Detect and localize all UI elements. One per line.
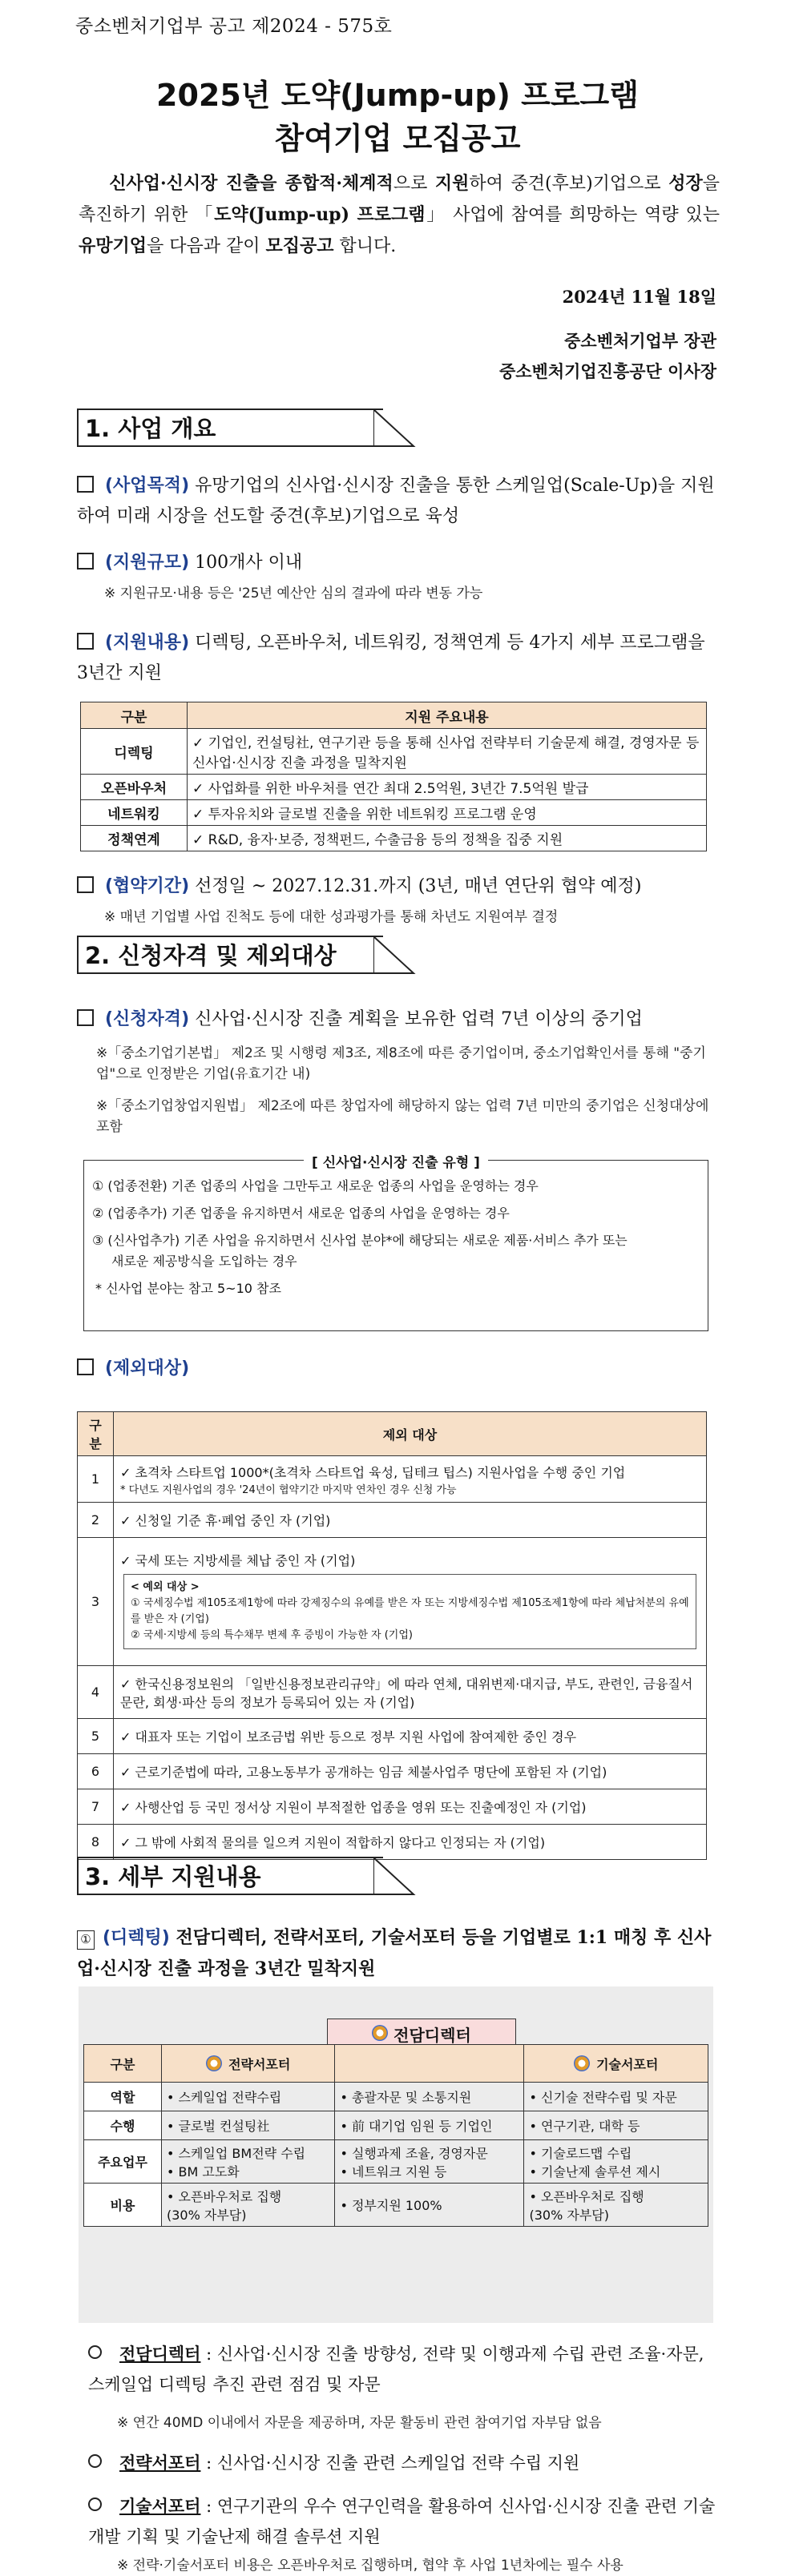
notice-title-line1: 2025년 도약(Jump-up) 프로그램 <box>156 78 639 113</box>
table-row: 역할 • 스케일업 전략수립 • 총괄자문 및 소통지원 • 신기술 전략수립 및 자문 <box>84 2083 708 2111</box>
directing-item: ① (디렉팅) 전담디렉터, 전략서포터, 기술서포터 등을 기업별로 1:1 매칭 후 신사업·신시장 진출 과정을 3년간 밀착지원 <box>77 1927 712 1979</box>
circle-bullet-icon <box>88 2345 102 2359</box>
table-row: 디렉팅 ✓ 기업인, 컨설팅社, 연구기관 등을 통해 신사업 전략부터 기술문제 해결, 경영자문 등 신사업·신시장 진출 과정을 밀착지원 <box>81 729 707 775</box>
table-row: 2 ✓ 신청일 기준 휴·폐업 중인 자 (기업) <box>78 1503 707 1538</box>
tech-note: ※ 전략·기술서포터 비용은 오픈바우처로 집행하며, 협약 후 사업 1년차에는 필수 사용 <box>117 2558 623 2574</box>
section-1-heading: 1. 사업 개요 <box>77 409 216 445</box>
eligibility-note-2: ※「중소기업창업지원법」 제2조에 따른 창업자에 해당하지 않는 업력 7년 미만의 중기업은 신청대상에 포함 <box>96 1098 709 1135</box>
period-item: (협약기간) 선정일 ~ 2027.12.31.까지 (3년, 매년 연단위 협약 예정) <box>77 871 718 902</box>
purpose-item: (사업목적) 유망기업의 신사업·신시장 진출을 통한 스케일업(Scale-Up)을 지원하여 미래 시장을 선도할 중견(후보)기업으로 육성 <box>77 476 715 526</box>
table-row: 8 ✓ 그 밖에 사회적 물의를 일으켜 지원이 적합하지 않다고 인정되는 자 (기업) <box>78 1825 707 1860</box>
table-row: 3 ✓ 국세 또는 지방세를 체납 중인 자 (기업) < 예외 대상 > ① 국세징수법 제105조제1항에 따라 강제징수의 유예를 받은 자 또는 지방세징수법 제105조제1항에 따라 체납처분의 유예를 받은 자 (기업) ② 국세·지방세 등의 특수채무 변제 후 증빙이 가능한 자 (기업) <box>78 1538 707 1666</box>
checkbox-square-icon <box>77 1358 94 1375</box>
table-row: 오픈바우처 ✓ 사업화를 위한 바우처를 연간 최대 2.5억원, 3년간 7.5억원 발급 <box>81 775 707 800</box>
section-2-heading: 2. 신청자격 및 제외대상 <box>77 936 337 972</box>
directing-table: 구분 전략서포터 기술서포터 역할 • 스케일업 전략수립 • 총괄자문 및 소통지원 • 신기술 전략수립 및 자문 수행 • 글로벌 컨설팅社 • 前 대기업 임원 등 기업인 • 연구기관, 대학 등 주요업무 • 스케일업 BM전략 수립 • BM 고도화 • 실행과제 조율, 경영자문 • 네트워크 지원 등 • 기술로드맵 수립 • 기술난제 솔루션 제시 비용 • 오픈바우처로 집행 (30% 자부담) • 정부지원 100% • 오픈바우처로 집행 (30% 자부담) <box>83 2044 708 2227</box>
table-row: 1 ✓ 초격차 스타트업 1000*(초격차 스타트업 육성, 딥테크 팁스) 지원사업을 수행 중인 기업 * 다년도 지원사업의 경우 '24년이 협약기간 마지막 연차인 경우 신청 가능 <box>78 1456 707 1503</box>
section-3-heading: 3. 세부 지원내용 <box>77 1857 260 1894</box>
box-line: ① (업종전환) 기존 업종의 사업을 그만두고 새로운 업종의 사업을 운영하는 경우 <box>92 1178 539 1193</box>
table-row: 정책연계 ✓ R&D, 융자·보증, 정책펀드, 수출금융 등의 정책을 집중 지원 <box>81 826 707 851</box>
box-line: * 신사업 분야는 참고 5~10 참조 <box>95 1281 281 1296</box>
eligibility-item: (신청자격) 신사업·신시장 진출 계획을 보유한 업력 7년 이상의 중기업 <box>77 1004 718 1035</box>
notice-title-line2: 참여기업 모집공고 <box>274 121 521 156</box>
director-header: 전담디렉터 <box>327 2019 516 2071</box>
box-title: [ 신사업·신시장 진출 유형 ] <box>304 1155 488 1171</box>
strategy-bullet: 전략서포터 : 신사업·신시장 진출 관련 스케일업 전략 수립 지원 <box>88 2448 721 2478</box>
eligibility-note-1: ※「중소기업기본법」 제2조 및 시행령 제3조, 제8조에 따른 중기업이며, 중소기업확인서를 통해 "중기업"으로 인정받은 기업(유효기간 내) <box>96 1045 706 1082</box>
signer-minister: 중소벤처기업부 장관 <box>564 331 716 351</box>
checkbox-square-icon <box>77 633 94 650</box>
signer-agency: 중소벤처기업진흥공단 이사장 <box>498 361 716 381</box>
director-bullet: 전담디렉터 : 신사업·신시장 진출 방향성, 전략 및 이행과제 수립 관련 조율·자문, 스케일업 디렉팅 추진 관련 점검 및 자문 <box>88 2344 704 2394</box>
support-content-table: 구분 지원 주요내용 디렉팅 ✓ 기업인, 컨설팅社, 연구기관 등을 통해 신사업 전략부터 기술문제 해결, 경영자문 등 신사업·신시장 진출 과정을 밀착지원 오픈바우처 ✓ 사업화를 위한 바우처를 연간 최대 2.5억원, 3년간 7.5억원 발급 네트워킹 ✓ 투자유치와 글로벌 진출을 위한 네트워킹 프로그램 운영 정책연계 ✓ R&D, 융자·보증, 정책펀드, 수출금융 등의 정책을 집중 지원 <box>80 702 707 851</box>
table-row: 5 ✓ 대표자 또는 기업이 보조금법 위반 등으로 정부 지원 사업에 참여제한 중인 경우 <box>78 1719 707 1754</box>
tech-bullet: 기술서포터 : 연구기관의 우수 연구인력을 활용하여 신사업·신시장 진출 관련 기술개발 기획 및 기술난제 해결 솔루션 지원 <box>88 2496 716 2546</box>
table-row: 6 ✓ 근로기준법에 따라, 고용노동부가 공개하는 임금 체불사업주 명단에 포함된 자 (기업) <box>78 1754 707 1789</box>
checkbox-square-icon <box>77 1009 94 1026</box>
table-row: 4 ✓ 한국신용정보원의 「일반신용정보관리규약」에 따라 연체, 대위변제·대지급, 부도, 관련인, 금융질서문란, 회생·파산 등의 정보가 등록되어 있는 자 (기업) <box>78 1666 707 1719</box>
circle-bullet-icon <box>88 2498 102 2511</box>
table-row: 네트워킹 ✓ 투자유치와 글로벌 진출을 위한 네트워킹 프로그램 운영 <box>81 800 707 826</box>
new-business-types-box <box>83 1155 708 1331</box>
period-note: ※ 매년 기업별 사업 진척도 등에 대한 성과평가를 통해 차년도 지원여부 결정 <box>104 909 559 925</box>
strategy-icon <box>206 2055 222 2071</box>
exception-box: < 예외 대상 > ① 국세징수법 제105조제1항에 따라 강제징수의 유예를 받은 자 또는 지방세징수법 제105조제1항에 따라 체납처분의 유예를 받은 자 (기업) ② 국세·지방세 등의 특수채무 변제 후 증빙이 가능한 자 (기업) <box>123 1574 696 1649</box>
scale-note: ※ 지원규모·내용 등은 '25년 예산안 심의 결과에 따라 변동 가능 <box>104 586 483 602</box>
checkbox-square-icon <box>77 476 94 493</box>
table-row: 수행 • 글로벌 컨설팅社 • 前 대기업 임원 등 기업인 • 연구기관, 대학 등 <box>84 2111 708 2140</box>
exclusion-table: 구분 제외 대상 1 ✓ 초격차 스타트업 1000*(초격차 스타트업 육성, 딥테크 팁스) 지원사업을 수행 중인 기업 * 다년도 지원사업의 경우 '24년이 협약기간 마지막 연차인 경우 신청 가능 2 ✓ 신청일 기준 휴·폐업 중인 자 (기업) 3 ✓ 국세 또는 지방세를 체납 중인 자 (기업) < 예외 대상 > ① 국세징수법 제105조제1항에 따라 강제징수의 유예를 받은 자 또는 지방세징수법 제105조제1항에 따라 체납처분의 유예를 받은 자 (기업) ② 국세·지방세 등의 특수채무 변제 후 증빙이 가능한 자 (기업) 4 ✓ 한국신용정보원의 「일반신용정보관리규약」에 따라 연체, 대위변제·대지급, 부도, 관련인, 금융질서문란, 회생·파산 등의 정보가 등록되어 있는 자 (기업) 5 ✓ 대표자 또는 기업이 보조금법 위반 등으로 정부 지원 사업에 참여제한 중인 경우 6 ✓ 근로기준법에 따라, 고용노동부가 공개하는 임금 체불사업주 명단에 포함된 자 (기업) 7 ✓ 사행산업 등 국민 정서상 지원이 부적절한 업종을 영위 또는 진출예정인 자 (기업) 8 ✓ 그 밖에 사회적 물의를 일으켜 지원이 적합하지 않다고 인정되는 자 (기업) <box>77 1411 707 1860</box>
table-row: 7 ✓ 사행산업 등 국민 정서상 지원이 부적절한 업종을 영위 또는 진출예정인 자 (기업) <box>78 1789 707 1825</box>
intro-paragraph: 신사업·신시장 진출을 종합적·체계적으로 지원하여 중견(후보)기업으로 성장을 촉진하기 위한 「도약(Jump-up) 프로그램」 사업에 참여를 희망하는 역량 있는 유망기업을 다음과 같이 모집공고 합니다. <box>79 173 720 256</box>
tech-icon <box>574 2055 590 2071</box>
checkbox-square-icon <box>77 553 94 570</box>
director-note: ※ 연간 40MD 이내에서 자문을 제공하며, 자문 활동비 관련 참여기업 자부담 없음 <box>117 2415 602 2431</box>
content-item: (지원내용) 디렉팅, 오픈바우처, 네트워킹, 정책연계 등 4가지 세부 프로그램을 3년간 지원 <box>77 633 705 683</box>
circle-bullet-icon <box>88 2454 102 2468</box>
exclusion-item: (제외대상) <box>77 1354 718 1384</box>
table-row: 비용 • 오픈바우처로 집행 (30% 자부담) • 정부지원 100% • 오픈바우처로 집행 (30% 자부담) <box>84 2184 708 2227</box>
box-line: 새로운 제공방식을 도입하는 경우 <box>111 1254 297 1269</box>
scale-item: (지원규모) 100개사 이내 <box>77 548 718 578</box>
notice-number: 중소벤처기업부 공고 제2024 - 575호 <box>75 16 393 37</box>
notice-date: 2024년 11월 18일 <box>562 287 716 307</box>
box-line: ② (업종추가) 기존 업종을 유지하면서 새로운 업종의 사업을 운영하는 경우 <box>92 1205 510 1221</box>
director-icon <box>372 2025 388 2041</box>
table-row: 주요업무 • 스케일업 BM전략 수립 • BM 고도화 • 실행과제 조율, 경영자문 • 네트워크 지원 등 • 기술로드맵 수립 • 기술난제 솔루션 제시 <box>84 2140 708 2184</box>
checkbox-square-icon <box>77 876 94 893</box>
box-line: ③ (신사업추가) 기존 사업을 유지하면서 신사업 분야*에 해당되는 새로운 제품·서비스 추가 또는 <box>92 1233 628 1248</box>
